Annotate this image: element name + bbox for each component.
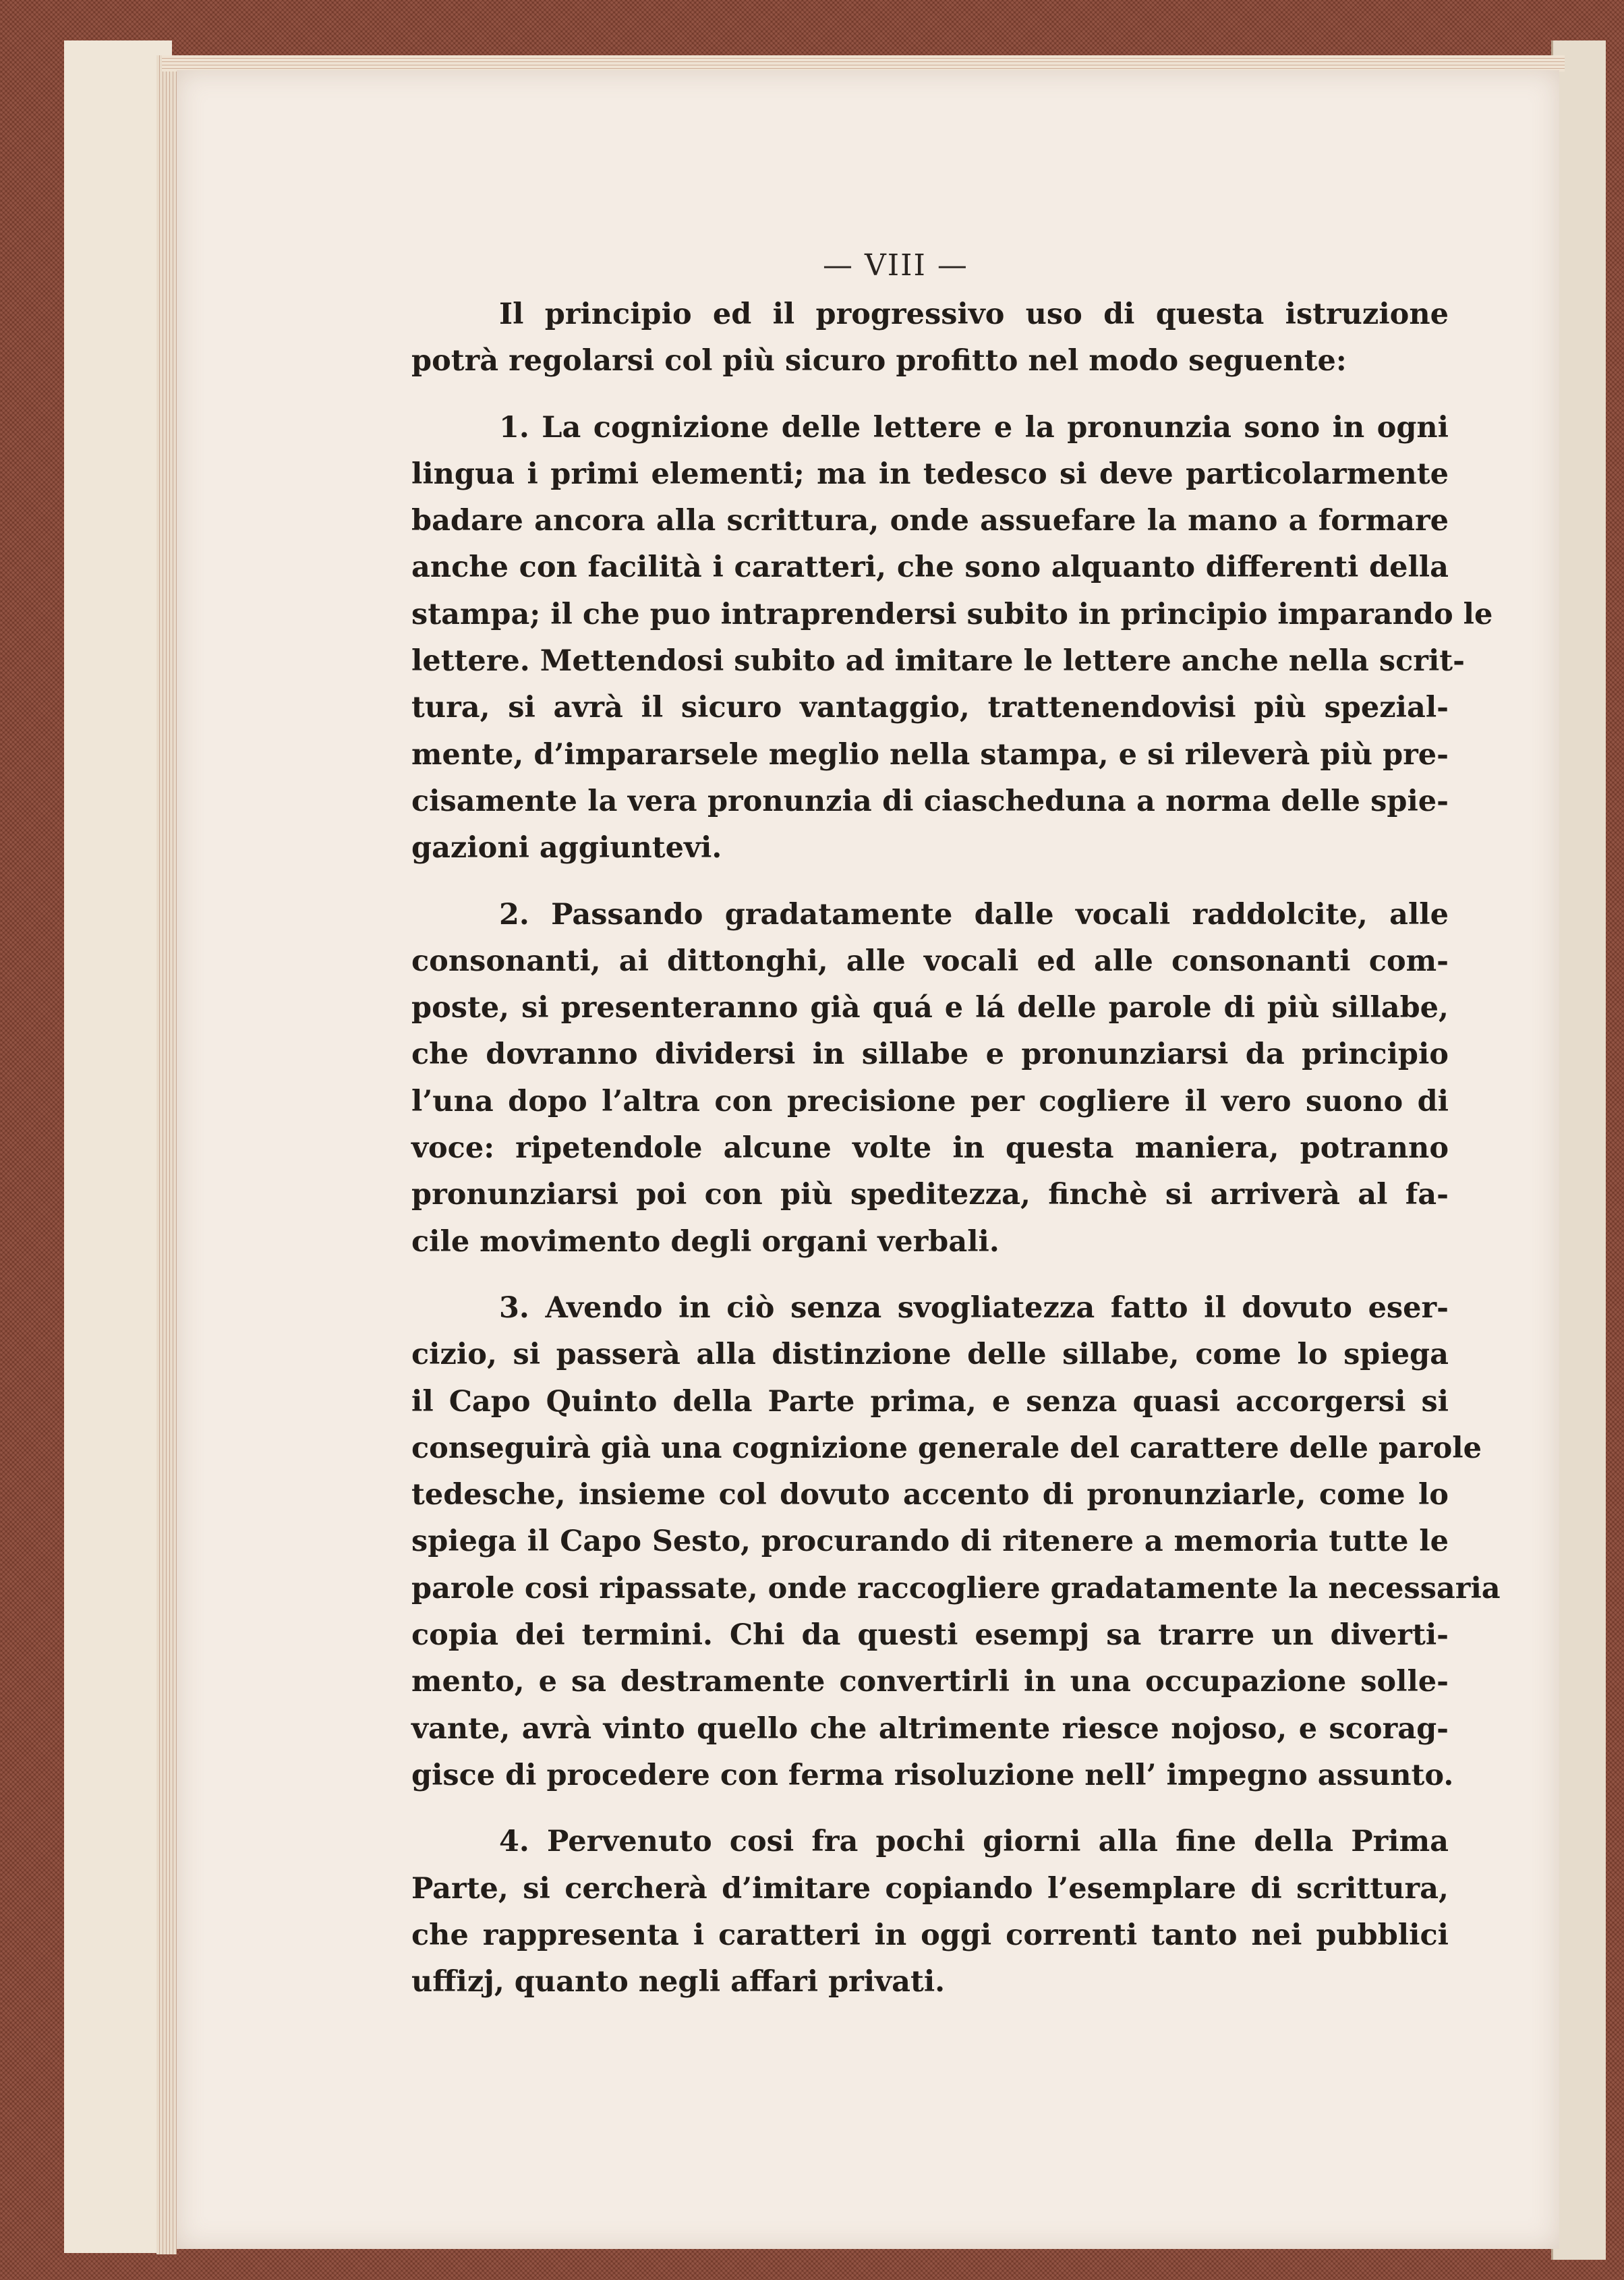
body-text [411,291,1501,2005]
paragraph [411,1285,1501,1799]
inner-cover-paper [64,40,172,2253]
text-line: vante, avrà vinto quello che altrimente riesce nojoso, e scorag- [411,1711,1449,1746]
text-line: anche con facilità i caratteri, che sono alquanto differenti della [411,550,1449,585]
text-line: tedesche, insieme col dovuto accento di pronunziarle, come lo [411,1478,1449,1512]
paragraph-gap [411,385,1449,405]
page-edges-left [156,55,177,2254]
text-line: copia dei termini. Chi da questi esempj sa trarre un diverti- [411,1618,1449,1653]
paragraph [411,405,1493,872]
text-line: lingua i primi elementi; ma in tedesco si deve particolarmente [411,457,1449,491]
text-line: 1. La cognizione delle lettere e la pronunzia sono in ogni [499,410,1449,445]
text-line: gazioni aggiuntevi. [411,831,722,865]
text-line: 2. Passando gradatamente dalle vocali raddolcite, alle [499,897,1449,932]
text-line: tura, si avrà il sicuro vantaggio, trattenendovisi più spezial- [411,691,1449,725]
text-line: badare ancora alla scrittura, onde assuefare la mano a formare [411,504,1449,538]
text-line: spiega il Capo Sesto, procurando di ritenere a memoria tutte le [411,1524,1449,1559]
text-line: Parte, si cercherà d’imitare copiando l’esemplare di scrittura, [411,1871,1449,1906]
text-line: il Capo Quinto della Parte prima, e senza quasi accorgersi si [411,1384,1449,1419]
text-line: gisce di procedere con ferma risoluzione nell’ impegno assunto. [411,1758,1454,1792]
text-line: che rappresenta i caratteri in oggi correnti tanto nei pubblici [411,1918,1449,1952]
text-line: cizio, si passerà alla distinzione delle sillabe, come lo spiega [411,1338,1449,1372]
paragraph-gap [411,1799,1449,1819]
paragraph-gap [411,1265,1449,1285]
text-line: uffizj, quanto negli affari privati. [411,1965,946,1999]
text-line: 3. Avendo in ciò senza svogliatezza fatto il dovuto eser- [499,1290,1449,1325]
text-line: 4. Pervenuto cosi fra pochi giorni alla fine della Prima [499,1825,1449,1859]
facing-page-edge [1551,40,1606,2260]
text-line: cile movimento degli organi verbali. [411,1224,999,1259]
text-line: stampa; il che puo intraprendersi subito in principio imparando le [411,597,1493,631]
text-line: mente, d’impararsele meglio nella stampa, e si rileverà più pre- [411,737,1449,772]
text-line: cisamente la vera pronunzia di ciascheduna a norma delle spie- [411,784,1449,818]
text-line: che dovranno dividersi in sillabe e pronunziarsi da principio [411,1037,1449,1072]
text-line: l’una dopo l’altra con precisione per cogliere il vero suono di [411,1084,1449,1118]
text-line: mento, e sa destramente convertirli in una occupazione solle- [411,1665,1449,1699]
text-line: parole cosi ripassate, onde raccogliere gradatamente la necessaria [411,1571,1501,1605]
page-edges-top [162,55,1565,72]
text-line: consonanti, ai dittonghi, alle vocali ed alle consonanti com- [411,944,1449,978]
paragraph-gap [411,872,1449,892]
text-line: pronunziarsi poi con più speditezza, finchè si arriverà al fa- [411,1178,1449,1212]
paragraph [411,1819,1449,2005]
text-line: lettere. Mettendosi subito ad imitare le lettere anche nella scrit- [411,644,1465,679]
text-line: conseguirà già una cognizione generale del carattere delle parole [411,1431,1482,1465]
text-line: voce: ripetendole alcune volte in questa maniera, potranno [411,1131,1449,1166]
text-line: poste, si presenteranno già quá e lá delle parole di più sillabe, [411,991,1449,1025]
page-number: — VIII — [823,248,968,283]
paragraph [411,892,1449,1265]
text-line: Il principio ed il progressivo uso di questa istruzione [499,297,1449,331]
paragraph [411,291,1449,385]
text-line: potrà regolarsi col più sicuro profitto nel modo seguente: [411,344,1347,378]
